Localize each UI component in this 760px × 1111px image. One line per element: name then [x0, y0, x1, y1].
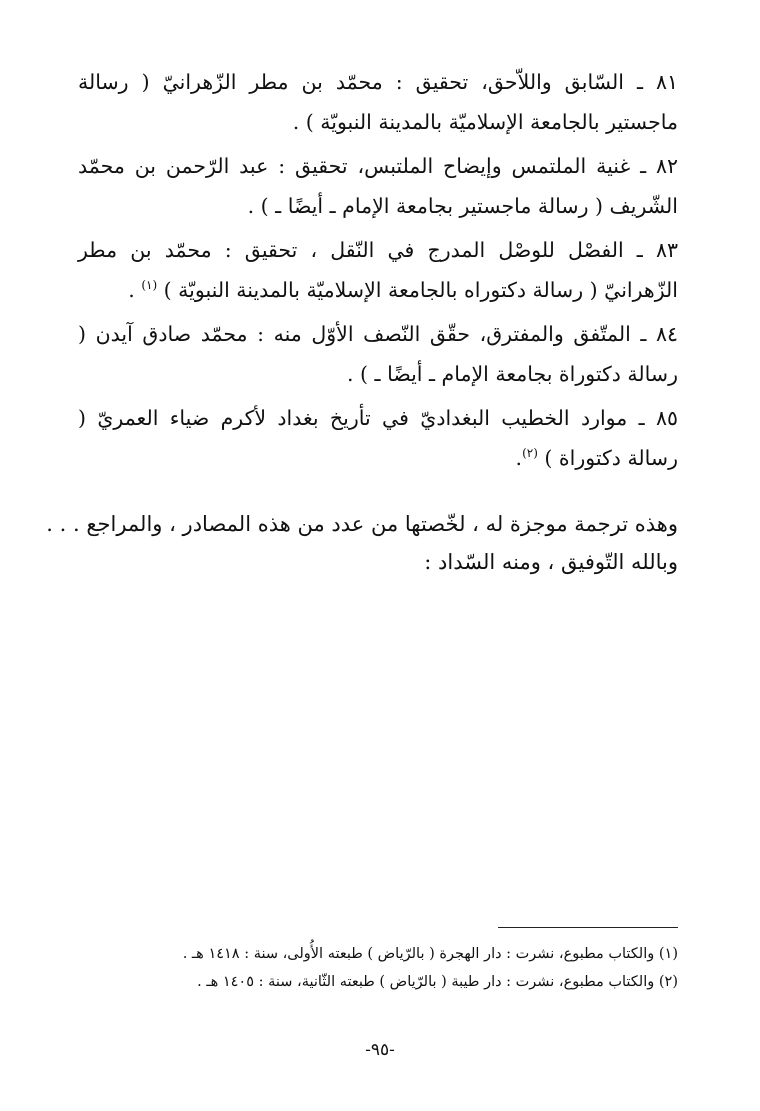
bibliography-entry-84: [78, 314, 678, 394]
footnote-marker[interactable]: (١): [141, 278, 158, 293]
entry-text: ٨٥ ـ موارد الخطيب البغداديّ في تأريخ بغداد لأكرم ضياء العمريّ ( رسالة دكتوراة ): [78, 406, 678, 470]
entry-text: ٨٢ ـ غنية الملتمس وإيضاح الملتبس، تحقيق : عبد الرّحمن بن محمّد الشّريف ( رسالة ماجستير بجامعة الإمام ـ أيضًا ـ ) .: [78, 154, 678, 218]
bibliography-entry-82: [78, 146, 678, 226]
footnote-marker[interactable]: (٢): [522, 446, 538, 461]
footnote-1: (١) والكتاب مطبوع، نشرت : دار الهجرة ( بالرّياض ) طبعته الأُولى، سنة : ١٤١٨ هـ .: [182, 946, 678, 962]
footnotes: [58, 940, 678, 996]
entry-text: ٨٤ ـ المتّفق والمفترق، حقّق النّصف الأوّل منه : محمّد صادق آيدن ( رسالة دكتوراة بجامعة الإمام ـ أيضًا ـ ) .: [78, 322, 678, 386]
entry-text: ٨٣ ـ الفصْل للوصْل المدرج في النّقل ، تحقيق : محمّد بن مطر الزّهرانيّ ( رسالة دكتوراه بالجامعة الإسلاميّة بالمدينة النبويّة ): [78, 238, 678, 302]
entry-text: ٨١ ـ السّابق واللاّحق، تحقيق : محمّد بن مطر الزّهرانيّ ( رسالة ماجستير بالجامعة الإسلاميّة بالمدينة النبويّة ) .: [78, 70, 678, 134]
footnote-2: (٢) والكتاب مطبوع، نشرت : دار طيبة ( بالرّياض ) طبعته الثّانية، سنة : ١٤٠٥ هـ .: [197, 974, 678, 990]
bibliography-list: [78, 62, 678, 482]
footnote-divider: [498, 927, 678, 928]
bibliography-entry-85: [78, 398, 678, 478]
closing-paragraph: [48, 505, 678, 581]
closing-line: وبالله التّوفيق ، ومنه السّداد :: [424, 550, 678, 574]
entry-tail: .: [128, 278, 142, 302]
closing-line: وهذه ترجمة موجزة له ، لخّصتها من عدد من هذه المصادر ، والمراجع . . .: [46, 512, 678, 536]
entry-tail: .: [515, 446, 523, 470]
bibliography-entry-81: [78, 62, 678, 142]
page-number: -٩٥-: [365, 1040, 395, 1060]
bibliography-entry-83: [78, 230, 678, 310]
